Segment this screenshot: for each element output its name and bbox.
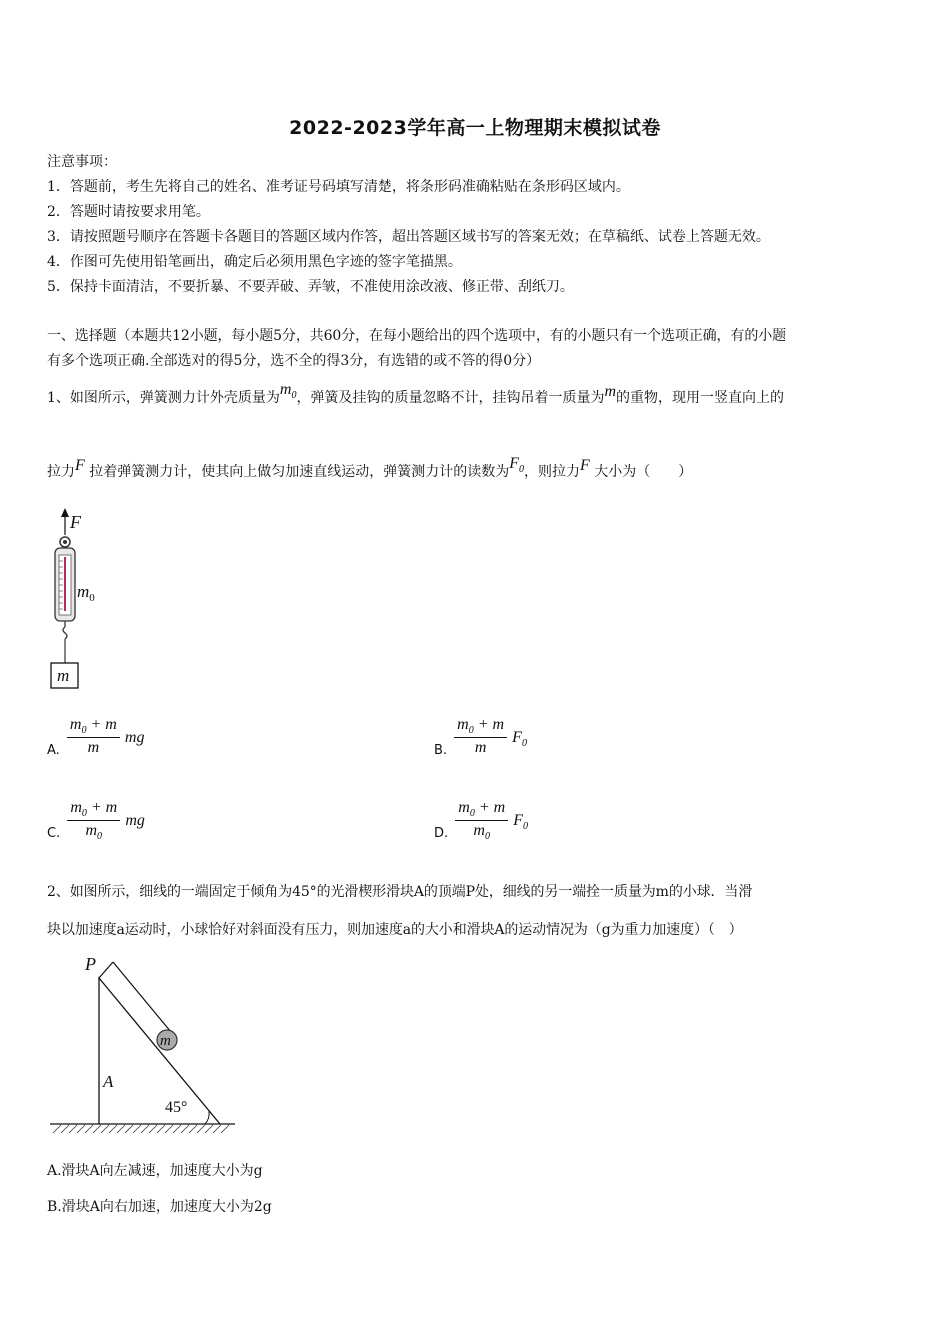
notes-heading: 注意事项： (47, 154, 117, 170)
q2-option-a[interactable]: A.滑块A向左减速，加速度大小为g (47, 1163, 263, 1179)
label-F: F (70, 512, 81, 532)
label-A: A (103, 1072, 114, 1091)
q2-line2: 块以加速度a运动时，小球恰好对斜面没有压力，则加速度a的大小和滑块A的运动情况为（g为重力加速度）（ ） (47, 922, 743, 938)
note-item: 2．答题时请按要求用笔。 (47, 204, 210, 220)
label-m0: $m_0$ (77, 582, 95, 604)
q1-option-d[interactable]: $_{D.}$ $\frac{m_0 + m}{m_0}$ $F_0$ (434, 799, 529, 843)
q2-option-b[interactable]: B.滑块A向右加速，加速度大小为2g (47, 1199, 272, 1215)
symbol-F: F (75, 457, 85, 474)
wedge-figure (45, 950, 245, 1140)
note-item: 3．请按照题号顺序在答题卡各题目的答题区域内作答，超出答题区域书写的答案无效；在草稿纸、试卷上答题无效。 (47, 229, 770, 245)
q1-line1: 1、如图所示，弹簧测力计外壳质量为$m_0$，弹簧及挂钩的质量忽略不计，挂钩吊着一质量为m的重物，现用一竖直向上的 (47, 381, 785, 406)
symbol-F: F (580, 457, 590, 474)
label-P: P (85, 954, 96, 974)
page-title: 2022-2023学年高一上物理期末模拟试卷 (289, 117, 661, 139)
note-item: 1．答题前，考生先将自己的姓名、准考证号码填写清楚，将条形码准确粘贴在条形码区域内。 (47, 179, 630, 195)
symbol-m0: $m_0$ (279, 381, 297, 402)
q1-option-a[interactable]: $_{A.}$ $\frac{m_0 + m}{m}$ mg (47, 716, 145, 759)
symbol-F0: $F_0$ (509, 455, 525, 476)
q1-option-c[interactable]: $_{C.}$ $\frac{m_0 + m}{m_0}$ mg (47, 799, 145, 843)
q2-line1: 2、如图所示，细线的一端固定于倾角为45°的光滑楔形滑块A的顶端P处，细线的另一端拴一质量为m的小球．当滑 (47, 884, 753, 900)
q1-line2: 拉力F 拉着弹簧测力计，使其向上做匀加速直线运动，弹簧测力计的读数为$F_0$，则拉力F 大小为（ ） (47, 455, 693, 480)
label-angle: 45° (165, 1099, 188, 1116)
symbol-m: m (604, 383, 617, 400)
spring-scale-figure (40, 505, 130, 695)
section-header-line1: 一、选择题（本题共12小题，每小题5分，共60分，在每小题给出的四个选项中，有的小题只有一个选项正确，有的小题 (47, 328, 787, 344)
section-header-line2: 有多个选项正确.全部选对的得5分，选不全的得3分，有选错的或不答的得0分） (47, 353, 541, 369)
q1-option-b[interactable]: $_{B.}$ $\frac{m_0 + m}{m}$ $F_0$ (434, 716, 527, 759)
label-m: m (57, 666, 70, 685)
note-item: 5．保持卡面清洁，不要折暴、不要弄破、弄皱，不准使用涂改液、修正带、刮纸刀。 (47, 279, 574, 295)
note-item: 4．作图可先使用铅笔画出，确定后必须用黑色字迹的签字笔描黑。 (47, 254, 462, 270)
label-ball-m: m (160, 1033, 171, 1049)
